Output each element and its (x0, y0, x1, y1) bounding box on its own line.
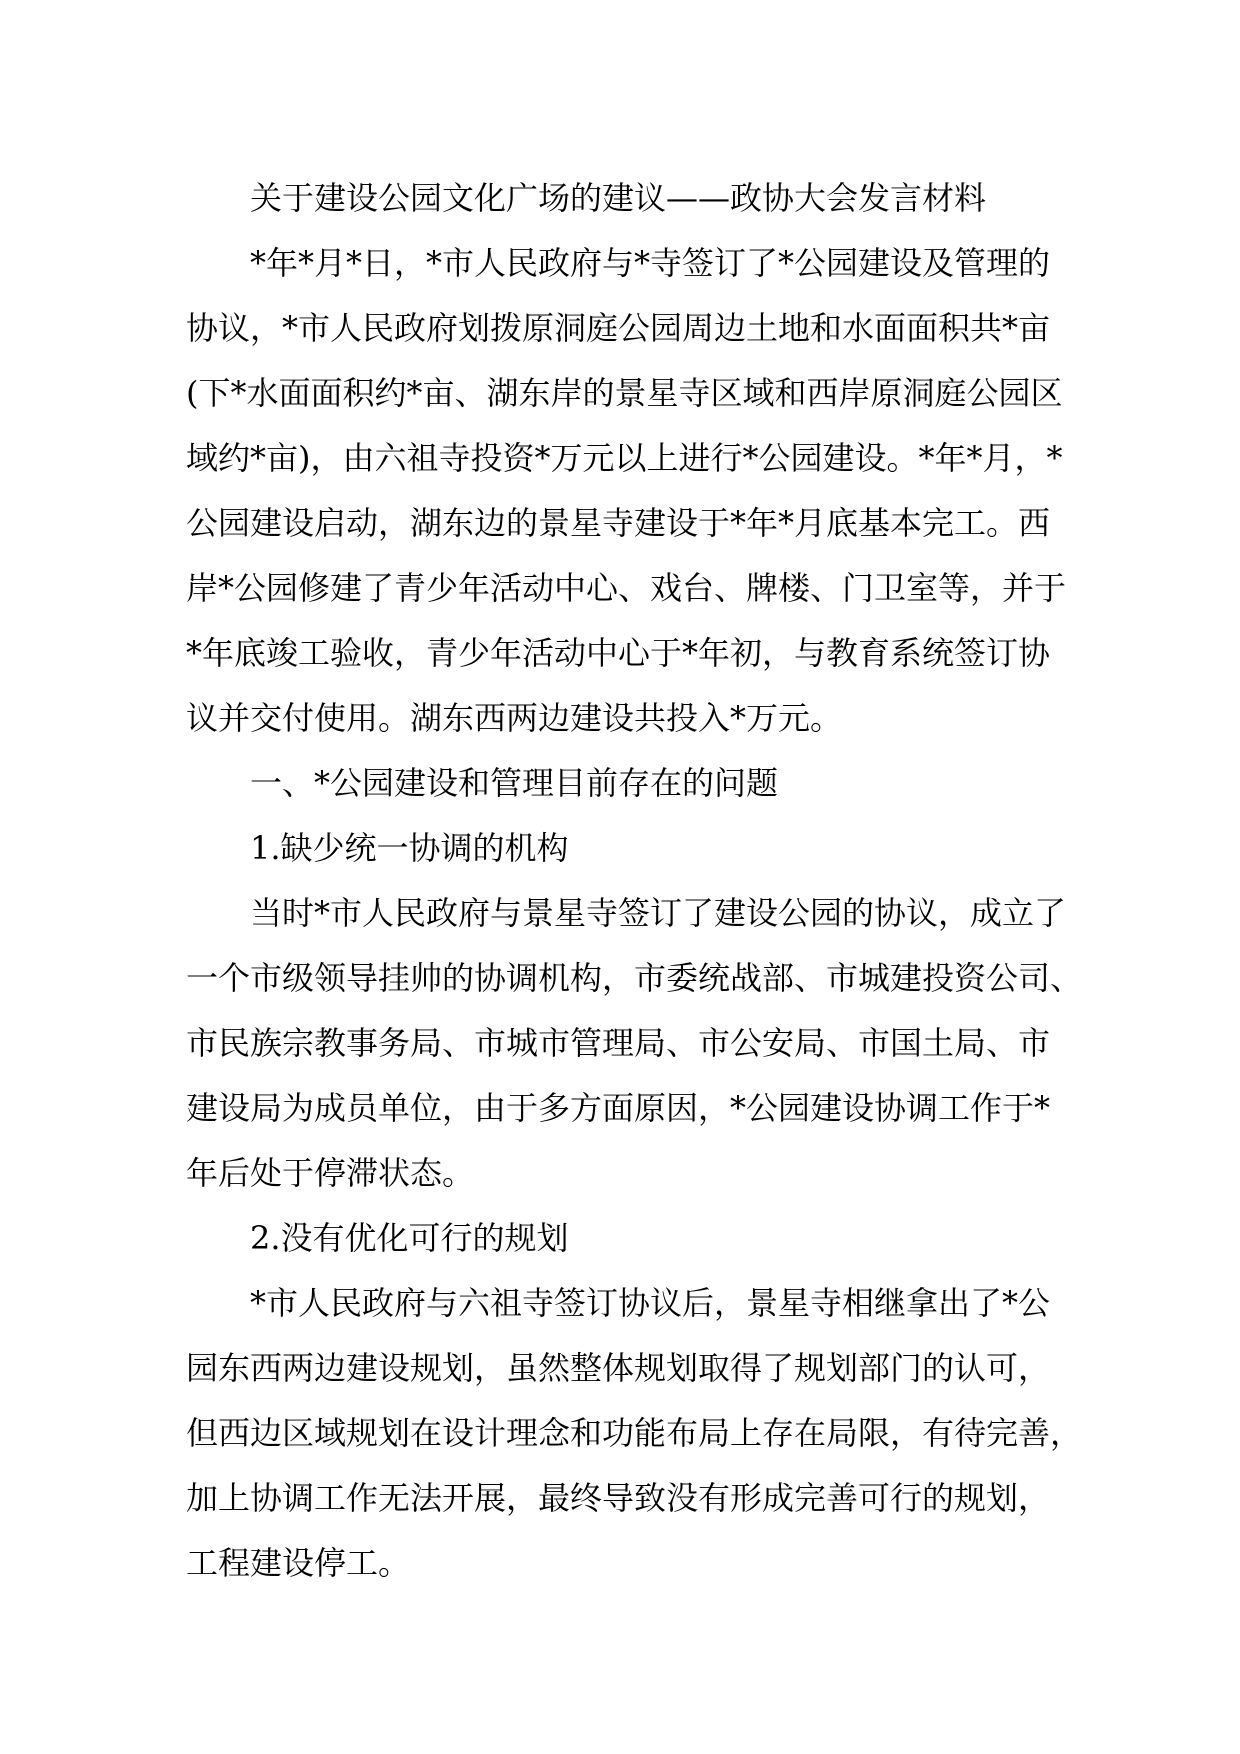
paragraph-line: 园东西两边建设规划，虽然整体规划取得了规划部门的认可， (186, 1349, 1051, 1387)
section-heading: 一、*公园建设和管理目前存在的问题 (250, 764, 779, 802)
paragraph-line: *市人民政府与六祖寺签订协议后，景星寺相继拿出了*公 (250, 1284, 1051, 1322)
paragraph-line: 市民族宗教事务局、市城市管理局、市公安局、市国土局、市 (186, 1024, 1051, 1062)
paragraph-line: 工程建设停工。 (186, 1544, 411, 1582)
document-page (186, 166, 1086, 1596)
item2-paragraph (186, 1271, 1086, 1596)
item-heading: 2.没有优化可行的规划 (250, 1219, 569, 1257)
paragraph-line: 域约*亩)，由六祖寺投资*万元以上进行*公园建设。*年*月，* (186, 439, 1063, 477)
paragraph-line: 当时*市人民政府与景星寺签订了建设公园的协议，成立了 (250, 894, 1067, 932)
paragraph-line: 但西边区域规划在设计理念和功能布局上存在局限，有待完善， (186, 1414, 1083, 1452)
paragraph-line: 协议，*市人民政府划拨原洞庭公园周边土地和水面面积共*亩 (186, 309, 1051, 347)
paragraph-line: (下*水面面积约*亩、湖东岸的景星寺区域和西岸原洞庭公园区 (186, 374, 1063, 412)
paragraph-line: 加上协调工作无法开展，最终导致没有形成完善可行的规划， (186, 1479, 1051, 1517)
paragraph-line: 建设局为成员单位，由于多方面原因，*公园建设协调工作于* (186, 1089, 1051, 1127)
paragraph-line: *年*月*日，*市人民政府与*寺签订了*公园建设及管理的 (250, 244, 1051, 282)
paragraph-line: 议并交付使用。湖东西两边建设共投入*万元。 (186, 699, 843, 737)
paragraph-line: 一个市级领导挂帅的协调机构，市委统战部、市城建投资公司、 (186, 959, 1083, 997)
paragraph-line: 公园建设启动，湖东边的景星寺建设于*年*月底基本完工。西 (186, 504, 1051, 542)
item-heading: 1.缺少统一协调的机构 (250, 829, 569, 867)
paragraph-line: 岸*公园修建了青少年活动中心、戏台、牌楼、门卫室等，并于 (186, 569, 1067, 607)
item1-paragraph (186, 881, 1086, 1206)
paragraph-line: 年后处于停滞状态。 (186, 1154, 475, 1192)
intro-paragraph (186, 231, 1086, 751)
paragraph-line: *年底竣工验收，青少年活动中心于*年初，与教育系统签订协 (186, 634, 1051, 672)
document-title: 关于建设公园文化广场的建议——政协大会发言材料 (250, 179, 987, 217)
